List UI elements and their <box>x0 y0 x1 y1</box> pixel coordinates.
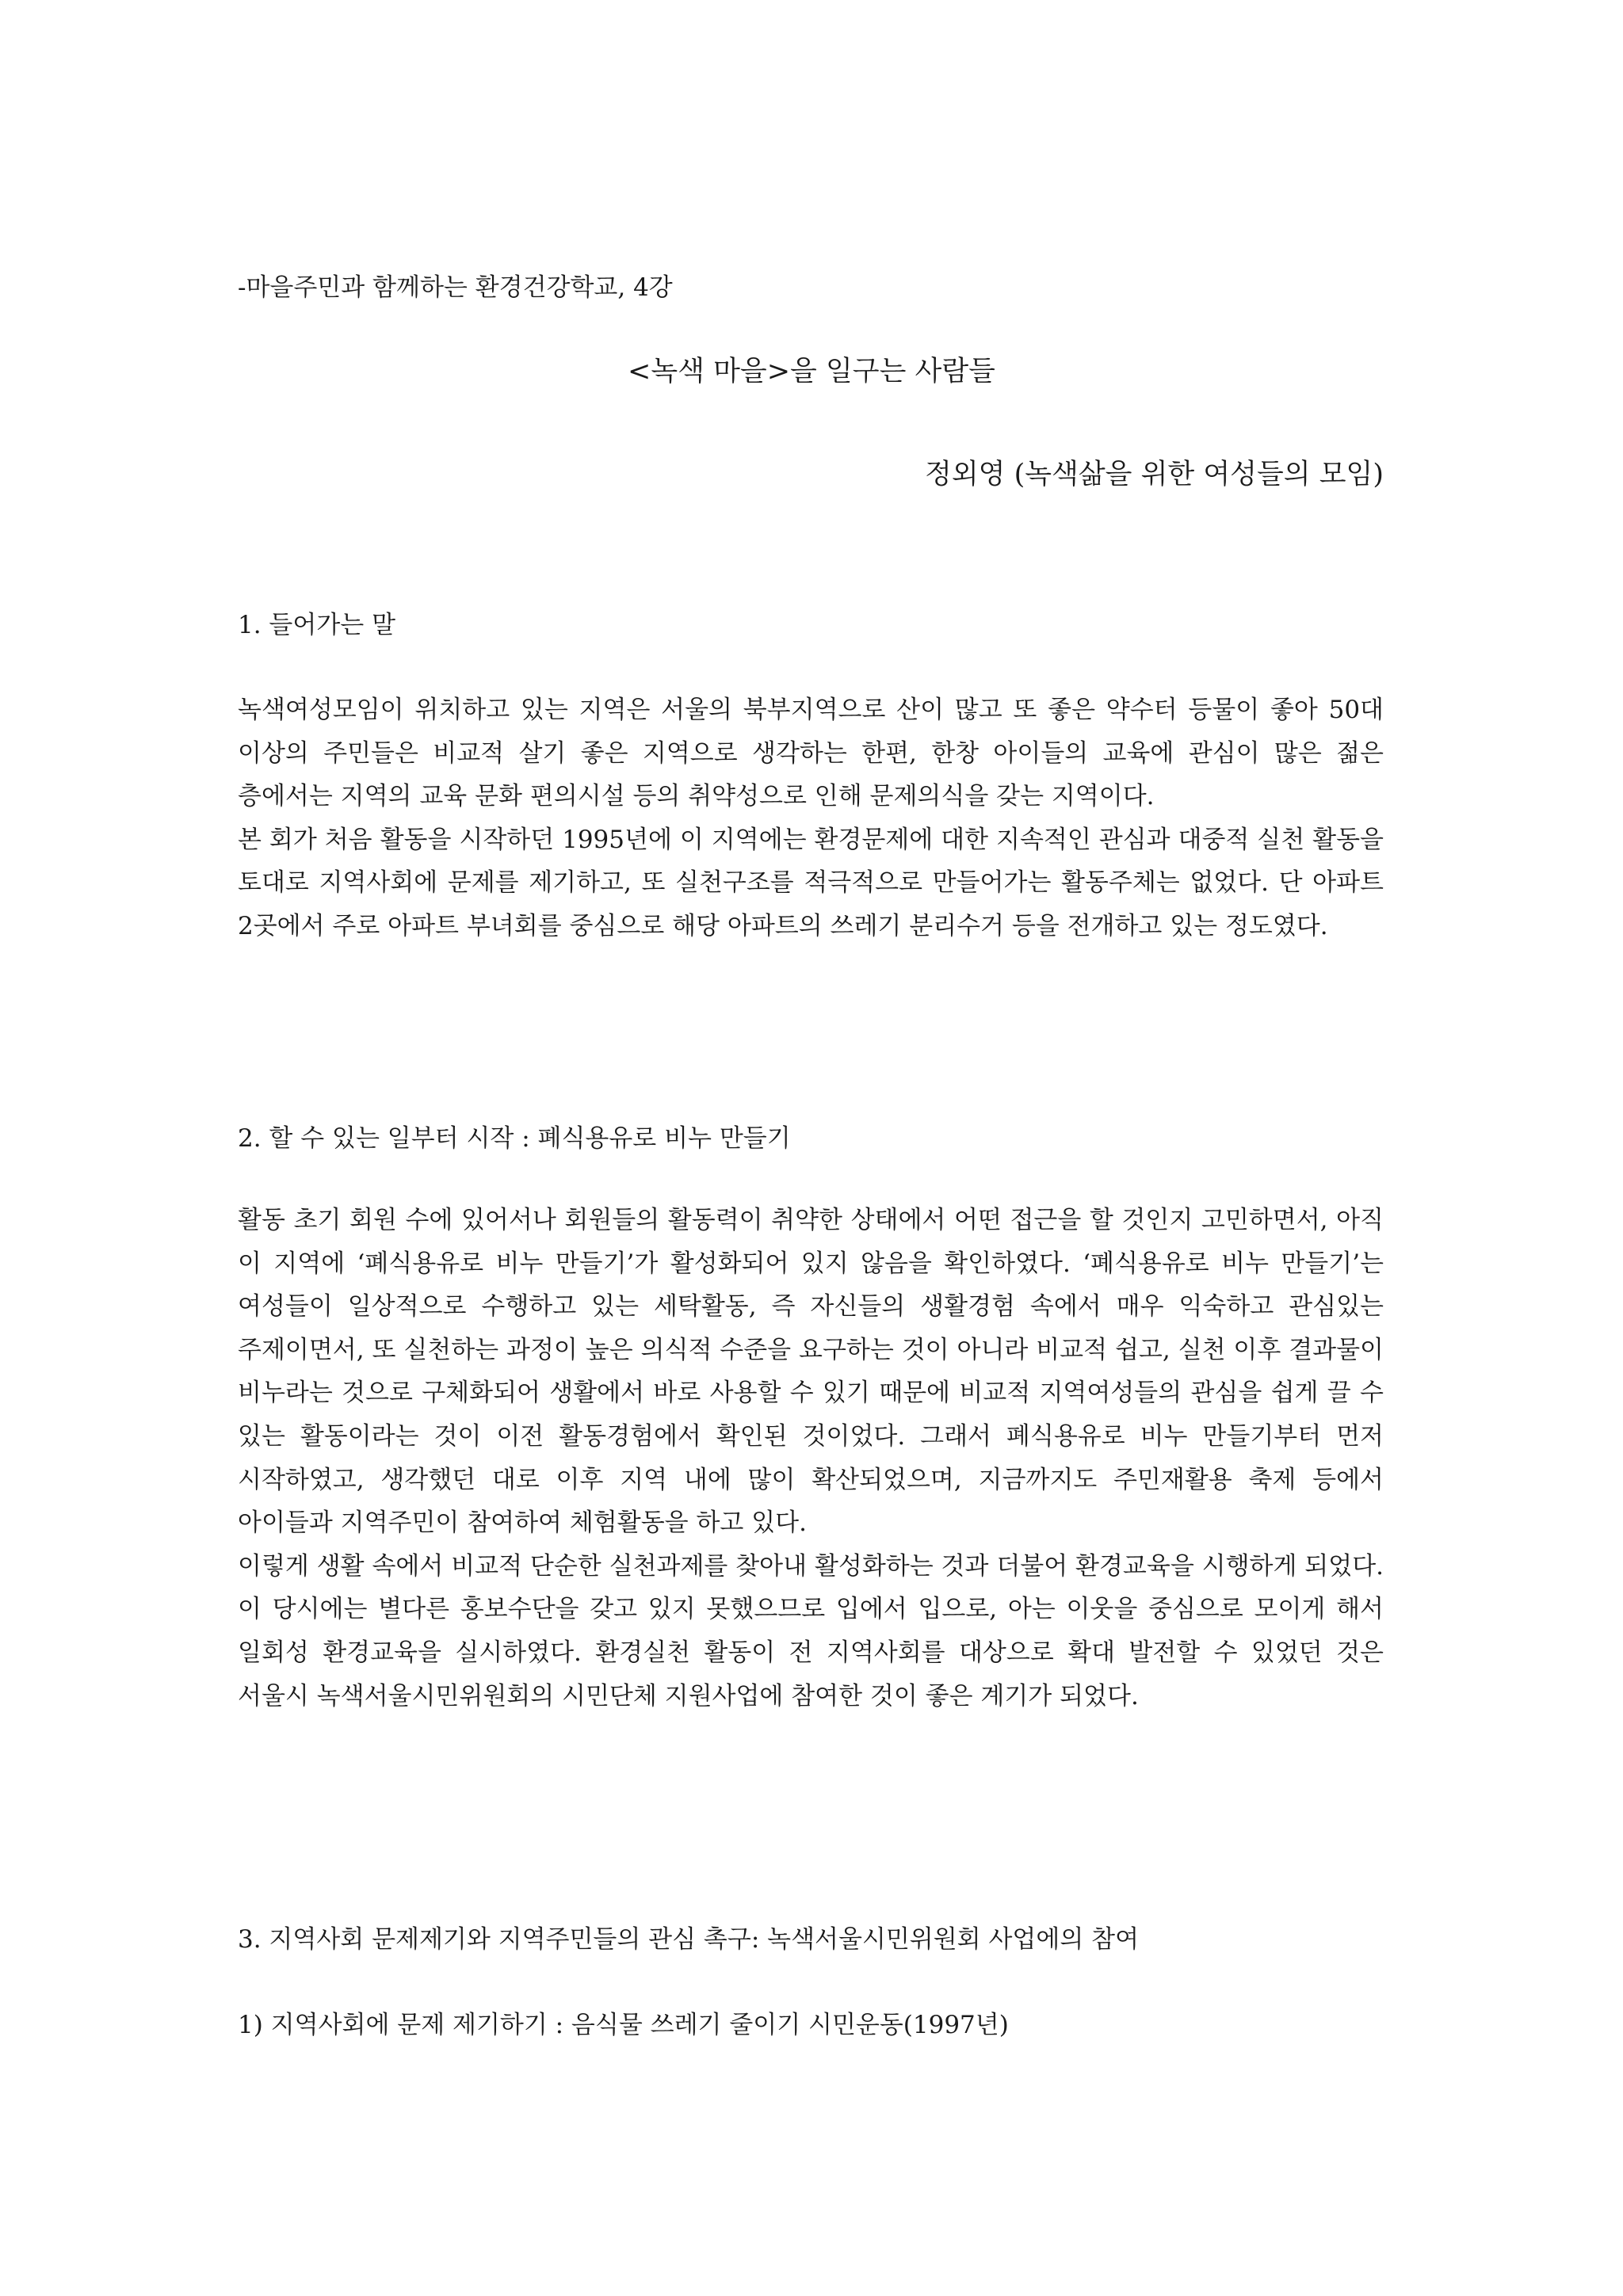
paragraph: 활동 초기 회원 수에 있어서나 회원들의 활동력이 취약한 상태에서 어떤 접근을 할 것인지 고민하면서, 아직 이 지역에 ‘폐식용유로 비누 만들기’가 활성화되어 있지 않음을 확인하였다. ‘폐식용유로 비누 만들기’는 여성들이 일상적으로 수행하고 있는 세탁활동, 즉 자신들의 생활경험 속에서 매우 익숙하고 관심있는 주제이면서, 또 실천하는 과정이 높은 의식적 수준을 요구하는 것이 아니라 비교적 쉽고, 실천 이후 결과물이 비누라는 것으로 구체화되어 생활에서 바로 사용할 수 있기 때문에 비교적 지역여성들의 관심을 쉽게 끌 수 있는 활동이라는 것이 이전 활동경험에서 확인된 것이었다. 그래서 폐식용유로 비누 만들기부터 먼저 시작하였고, 생각했던 대로 이후 지역 내에 많이 확산되었으며, 지금까지도 주민재활용 축제 등에서 아이들과 지역주민이 참여하여 체험활동을 하고 있다. <box>238 1206 1384 1538</box>
section-heading-1: 1. 들어가는 말 <box>238 611 396 639</box>
paragraph: 본 회가 처음 활동을 시작하던 1995년에 이 지역에는 환경문제에 대한 지속적인 관심과 대중적 실천 활동을 토대로 지역사회에 문제를 제기하고, 또 실천구조를 적극적으로 만들어가는 활동주체는 없었다. 단 아파트 2곳에서 주로 아파트 부녀회를 중심으로 해당 아파트의 쓰레기 분리수거 등을 전개하고 있는 정도였다. <box>238 825 1384 940</box>
section-2-body <box>238 1199 1384 1718</box>
paragraph: 이렇게 생활 속에서 비교적 단순한 실천과제를 찾아내 활성화하는 것과 더불어 환경교육을 시행하게 되었다. 이 당시에는 별다른 홍보수단을 갖고 있지 못했으므로 입에서 입으로, 아는 이웃을 중심으로 모이게 해서 일회성 환경교육을 실시하였다. 환경실천 활동이 전 지역사회를 대상으로 확대 발전할 수 있었던 것은 서울시 녹색서울시민위원회의 시민단체 지원사업에 참여한 것이 좋은 계기가 되었다. <box>238 1551 1384 1711</box>
subsection-heading: 1) 지역사회에 문제 제기하기 : 음식물 쓰레기 줄이기 시민운동(1997년) <box>238 2011 1009 2039</box>
section-1-body <box>238 688 1384 948</box>
document-title: <녹색 마을>을 일구는 사람들 <box>628 356 995 387</box>
paragraph: 녹색여성모임이 위치하고 있는 지역은 서울의 북부지역으로 산이 많고 또 좋은 약수터 등물이 좋아 50대 이상의 주민들은 비교적 살기 좋은 지역으로 생각하는 한편, 한창 아이들의 교육에 관심이 많은 젊은 층에서는 지역의 교육 문화 편의시설 등의 취약성으로 인해 문제의식을 갖는 지역이다. <box>238 696 1384 811</box>
lecture-subtitle: -마을주민과 함께하는 환경건강학교, 4강 <box>238 273 673 302</box>
section-heading-3: 3. 지역사회 문제제기와 지역주민들의 관심 촉구: 녹색서울시민위원회 사업에의 참여 <box>238 1925 1140 1954</box>
section-heading-2: 2. 할 수 있는 일부터 시작 : 폐식용유로 비누 만들기 <box>238 1124 791 1153</box>
author-line: 정외영 (녹색삶을 위한 여성들의 모임) <box>925 459 1384 490</box>
